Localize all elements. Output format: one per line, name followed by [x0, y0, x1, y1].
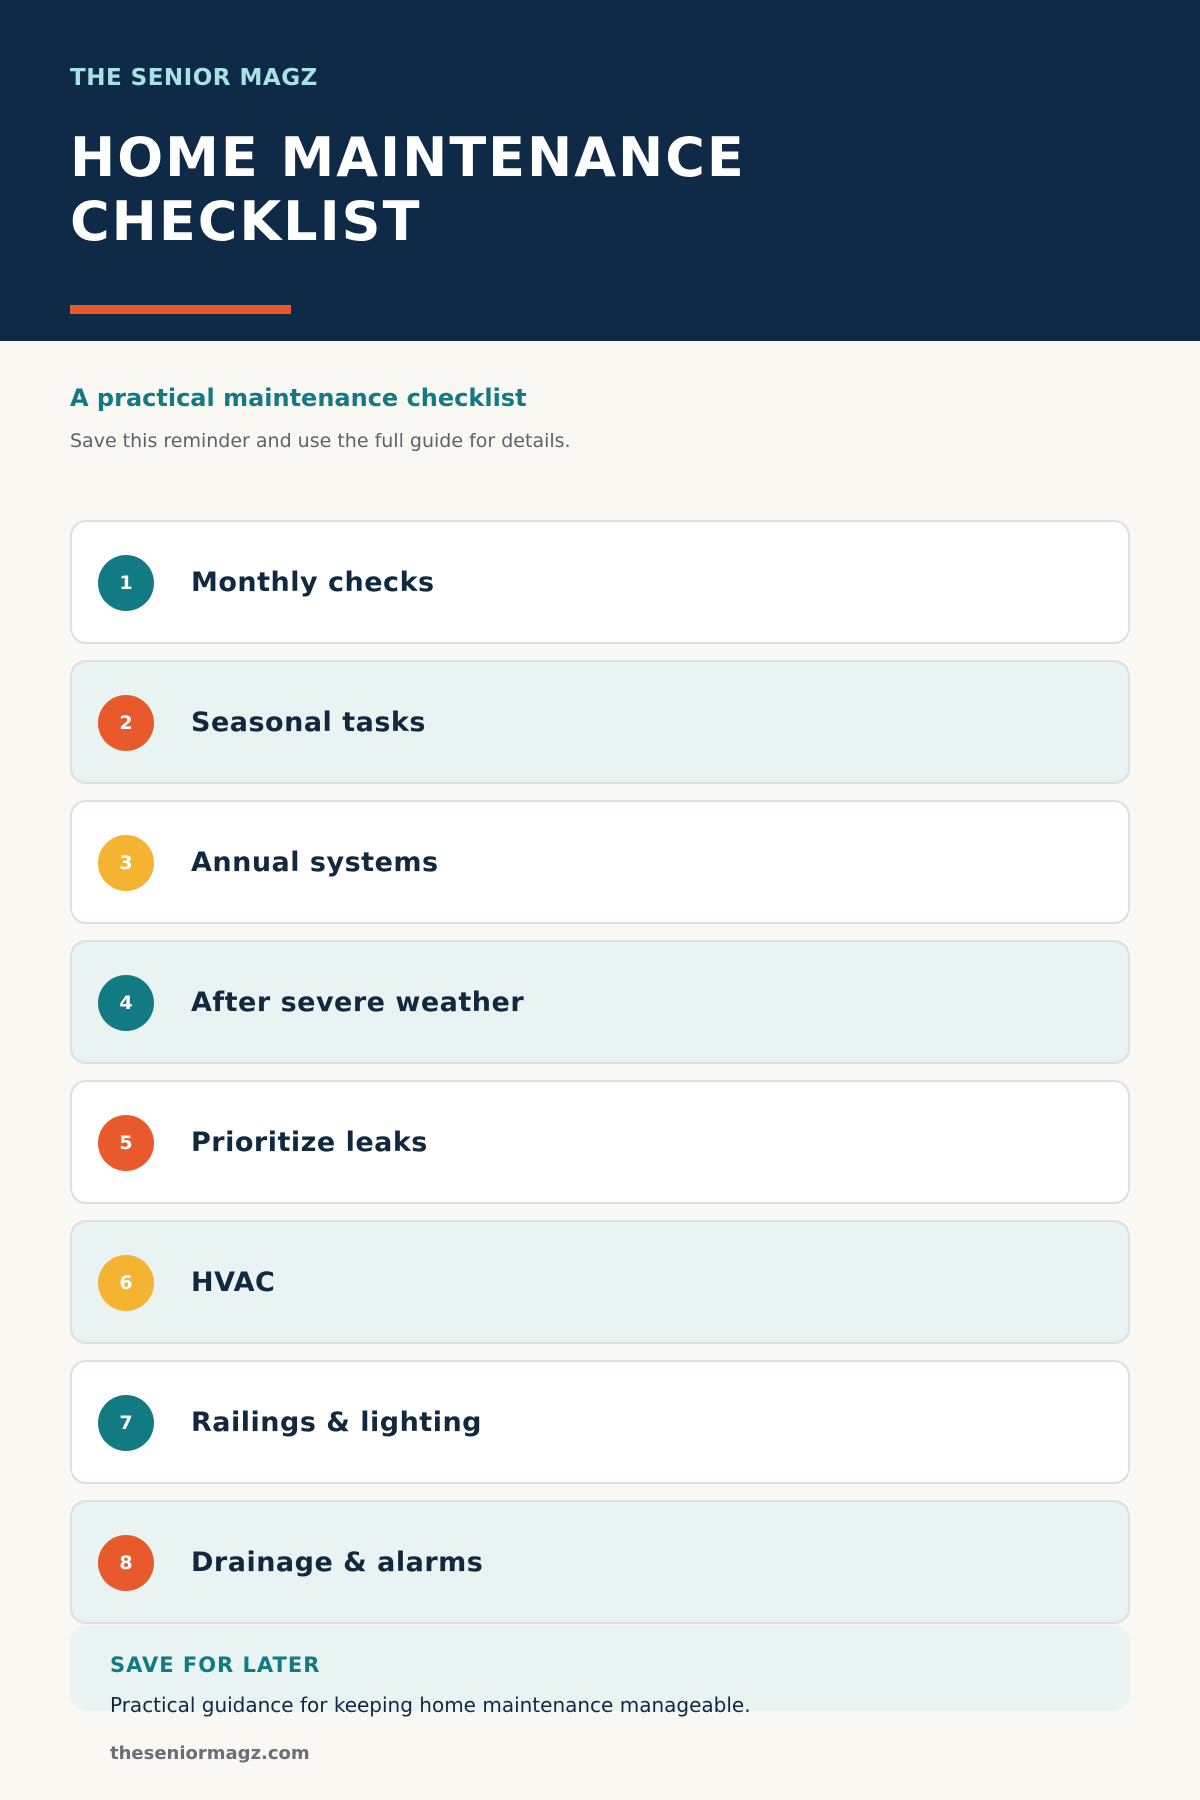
item-label: Seasonal tasks [191, 706, 426, 738]
item-label: Drainage & alarms [191, 1546, 484, 1578]
checklist-item [70, 1360, 1130, 1484]
item-label: HVAC [191, 1266, 276, 1298]
accent-bar [70, 305, 291, 314]
item-number-badge: 5 [98, 1115, 154, 1171]
checklist-item [70, 1500, 1130, 1624]
item-number-badge: 7 [98, 1395, 154, 1451]
item-number-badge: 2 [98, 695, 154, 751]
checklist-item [70, 1220, 1130, 1344]
item-number-badge: 8 [98, 1535, 154, 1591]
item-label: Monthly checks [191, 566, 435, 598]
section-subtitle: A practical maintenance checklist [70, 384, 527, 412]
checklist-item [70, 660, 1130, 784]
checklist-item [70, 520, 1130, 644]
checklist-item [70, 1080, 1130, 1204]
item-number-badge: 3 [98, 835, 154, 891]
item-label: Prioritize leaks [191, 1126, 428, 1158]
item-number-badge: 1 [98, 555, 154, 611]
item-label: After severe weather [191, 986, 525, 1018]
save-for-later-title: SAVE FOR LATER [110, 1653, 321, 1677]
item-number-badge: 6 [98, 1255, 154, 1311]
website-url[interactable]: theseniormagz.com [110, 1743, 310, 1764]
intro-text: Save this reminder and use the full guide for details. [70, 430, 571, 452]
item-label: Annual systems [191, 846, 439, 878]
item-label: Railings & lighting [191, 1406, 483, 1438]
checklist-item [70, 800, 1130, 924]
checklist-item [70, 940, 1130, 1064]
page-title: HOME MAINTENANCE CHECKLIST [70, 126, 746, 253]
header-banner [0, 0, 1200, 341]
save-for-later-text: Practical guidance for keeping home maintenance manageable. [110, 1693, 751, 1717]
brand-name: THE SENIOR MAGZ [70, 65, 318, 91]
item-number-badge: 4 [98, 975, 154, 1031]
